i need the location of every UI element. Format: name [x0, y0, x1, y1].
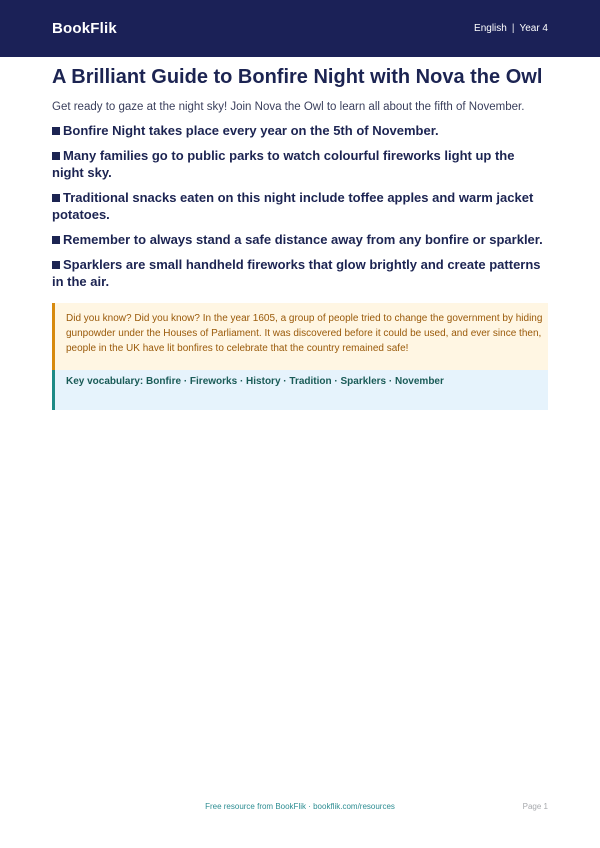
- square-bullet-icon: [52, 236, 60, 244]
- fact-item: [52, 122, 548, 139]
- fact-text: Sparklers are small handheld fireworks that glow brightly and create patterns in the air.: [52, 257, 541, 289]
- square-bullet-icon: [52, 194, 60, 202]
- fact-text: Bonfire Night takes place every year on the 5th of November.: [63, 123, 439, 138]
- brand-logo-text[interactable]: BookFlik: [52, 20, 117, 37]
- fact-item: [52, 189, 548, 223]
- header-meta: [474, 23, 548, 34]
- fact-item: [52, 147, 548, 181]
- page-header: [0, 0, 600, 57]
- square-bullet-icon: [52, 127, 60, 135]
- square-bullet-icon: [52, 152, 60, 160]
- key-vocabulary-box: Key vocabulary: Bonfire · Fireworks · History · Tradition · Sparklers · November: [52, 370, 548, 410]
- fact-text: Remember to always stand a safe distance away from any bonfire or sparkler.: [63, 232, 543, 247]
- fact-item: [52, 256, 548, 290]
- page-footer: [52, 802, 548, 814]
- intro-text: Get ready to gaze at the night sky! Join Nova the Owl to learn all about the fifth of November.: [52, 101, 525, 113]
- page-title: A Brilliant Guide to Bonfire Night with Nova the Owl: [52, 66, 543, 88]
- square-bullet-icon: [52, 261, 60, 269]
- fact-item: [52, 231, 548, 248]
- fact-text: Traditional snacks eaten on this night include toffee apples and warm jacket potatoes.: [52, 190, 534, 222]
- fact-list: [52, 122, 548, 290]
- meta-separator: |: [511, 23, 515, 34]
- fact-text: Many families go to public parks to watch colourful fireworks light up the night sky.: [52, 148, 515, 180]
- page-number: Page 1: [522, 802, 548, 811]
- footer-credit-link[interactable]: Free resource from BookFlik · bookflik.com/resources: [205, 802, 395, 811]
- did-you-know-callout: Did you know? Did you know? In the year 1605, a group of people tried to change the government by hiding gunpowder under the Houses of Parliament. It was discovered before it could be used, and ever since then, people in the UK have lit bonfires to celebrate that the country remained safe!: [52, 303, 548, 370]
- subject-label: English: [474, 23, 507, 34]
- year-label: Year 4: [519, 23, 548, 34]
- main-content: [52, 65, 548, 410]
